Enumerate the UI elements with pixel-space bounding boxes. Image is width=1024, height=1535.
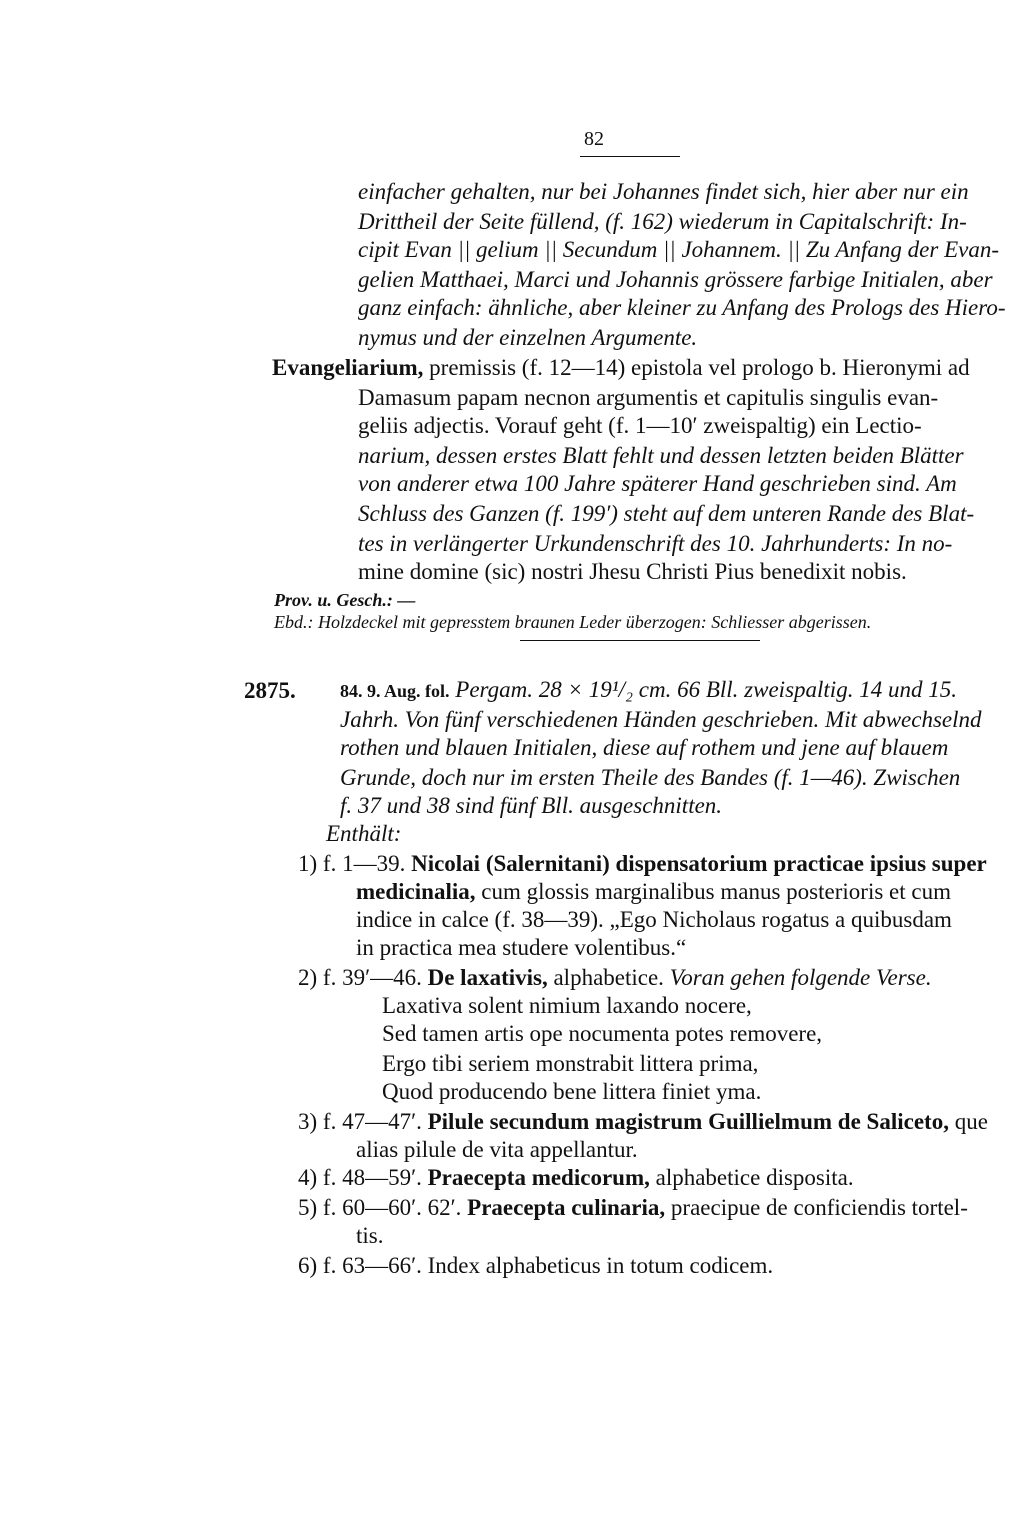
item-line [298,1194,968,1222]
item-line: 6) f. 63—66′. Index alphabeticus in totum codicem. [298,1253,774,1278]
evangeliarium-line: mine domine (sic) nostri Jhesu Christi Pius benedixit nobis. [358,559,907,584]
entry-number: 2875. [244,678,296,703]
item-line [298,850,987,878]
item-text: alphabetice. [553,965,664,990]
page-number: 82 [584,128,604,150]
entry-desc-line: rothen und blauen Initialen, diese auf rothem und jene auf blauem [340,735,949,760]
item-folio: 4) f. 48—59′. [298,1165,422,1190]
item-folio: 5) f. 60—60′. 62′. [298,1195,462,1220]
evangeliarium-line: von anderer etwa 100 Jahre späterer Hand geschrieben sind. Am [358,471,957,496]
item-line: alias pilule de vita appellantur. [356,1137,638,1162]
intro-line: nymus und der einzelnen Argumente. [358,325,698,350]
verse-line: Laxativa solent nimium laxando nocere, [382,993,752,1018]
evangeliarium-line: tes in verlängerter Urkundenschrift des 10. Jahrhunderts: In no- [358,531,953,556]
item-folio: 3) f. 47—47′. [298,1109,422,1134]
intro-line: cipit Evan || gelium || Secundum || Johannem. || Zu Anfang der Evan- [358,237,1000,262]
item-line: indice in calce (f. 38—39). „Ego Nicholaus rogatus a quibusdam [356,907,952,932]
item-text: alphabetice disposita. [655,1165,854,1190]
item-title: Praecepta culinaria, [467,1195,666,1220]
item-title: Nicolai (Salernitani) dispensatorium practicae ipsius super [411,851,987,876]
provenance-line: Prov. u. Gesch.: — [274,590,416,610]
shelfmark: 84. 9. Aug. fol. [340,681,450,701]
evangeliarium-text: premissis (f. 12—14) epistola vel prologo b. Hieronymi ad [429,355,970,380]
entry-desc-text: Pergam. 28 × 19¹/₂ cm. 66 Bll. zweispaltig. 14 und 15. [455,677,957,702]
item-note: Voran gehen folgende Verse. [669,965,932,990]
intro-line: einfacher gehalten, nur bei Johannes findet sich, hier aber nur ein [358,179,969,204]
verse-line: Quod producendo bene littera finiet yma. [382,1079,762,1104]
item-folio: 1) f. 1—39. [298,851,406,876]
evangeliarium-line [272,354,970,382]
entry-desc-line [340,676,957,705]
intro-line: Drittheil der Seite füllend, (f. 162) wiederum in Capitalschrift: In- [358,209,967,234]
header-rule [580,156,680,157]
item-text: praecipue de conficiendis tortel- [670,1195,968,1220]
item-line [298,964,932,992]
item-text: cum glossis marginalibus manus posterioris et cum [481,879,951,904]
item-line [356,878,951,906]
evangeliarium-line: geliis adjectis. Vorauf geht (f. 1—10′ zweispaltig) ein Lectio- [358,413,922,438]
entry-desc-line: Grunde, doch nur im ersten Theile des Bandes (f. 1—46). Zwischen [340,765,961,790]
evangeliarium-line: narium, dessen erstes Blatt fehlt und dessen letzten beiden Blätter [358,443,964,468]
entry-desc-line: Jahrh. Von fünf verschiedenen Händen geschrieben. Mit abwechselnd [340,707,982,732]
evangeliarium-line: Schluss des Ganzen (f. 199′) steht auf dem unteren Rande des Blat- [358,501,975,526]
item-title: medicinalia, [356,879,476,904]
item-line: in practica mea studere volentibus.“ [356,935,687,960]
intro-line: ganz einfach: ähnliche, aber kleiner zu Anfang des Prologs des Hiero- [358,295,1006,320]
entry-desc-line: f. 37 und 38 sind fünf Bll. ausgeschnitten. [340,793,723,818]
binding-line: Ebd.: Holzdeckel mit gepresstem braunen Leder überzogen: Schliesser abgerissen. [274,612,872,632]
contents-heading: Enthält: [326,821,402,846]
item-text: que [954,1109,988,1134]
section-rule [520,640,760,641]
item-folio: 2) f. 39′—46. [298,965,422,990]
item-line [298,1164,854,1192]
evangeliarium-heading: Evangeliarium, [272,355,424,380]
verse-line: Sed tamen artis ope nocumenta potes removere, [382,1021,823,1046]
verse-line: Ergo tibi seriem monstrabit littera prima, [382,1051,759,1076]
item-title: De laxativis, [427,965,548,990]
evangeliarium-line: Damasum papam necnon argumentis et capitulis singulis evan- [358,385,939,410]
item-line: tis. [356,1223,384,1248]
item-title: Pilule secundum magistrum Guillielmum de Saliceto, [427,1109,949,1134]
item-title: Praecepta medicorum, [427,1165,650,1190]
intro-line: gelien Matthaei, Marci und Johannis grössere farbige Initialen, aber [358,267,993,292]
item-line [298,1108,988,1136]
